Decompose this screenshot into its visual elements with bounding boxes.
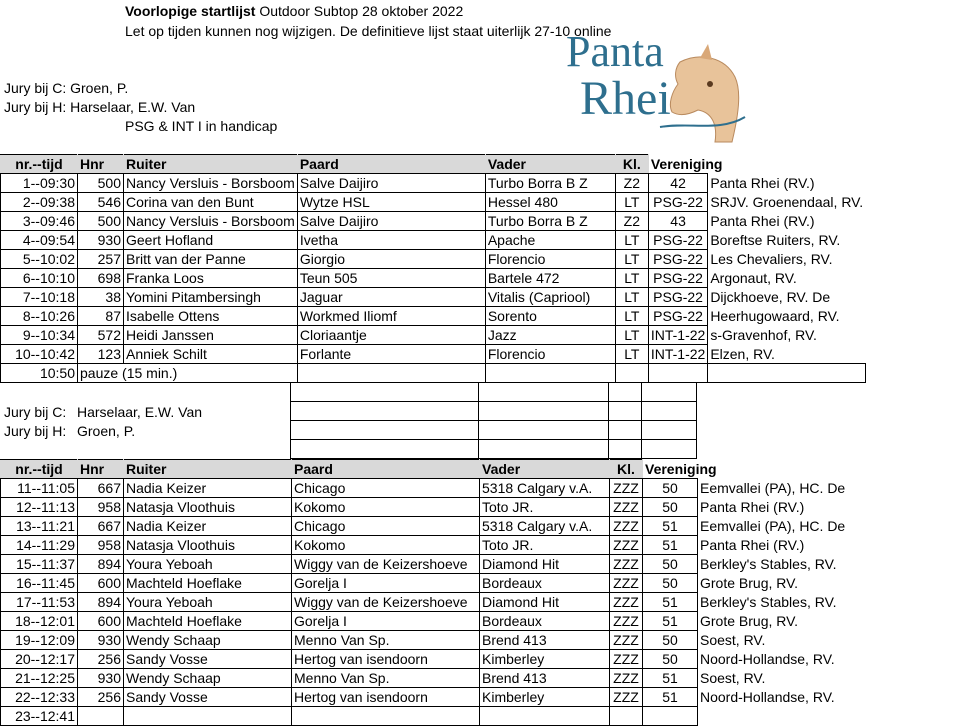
col-vereniging: Vereniging <box>648 155 865 174</box>
cell-ruiter: Franka Loos <box>124 269 298 288</box>
cell-nr-tijd: 11--11:05 <box>1 479 78 498</box>
cell-klasse: LT <box>615 250 648 269</box>
cell-paard <box>292 707 480 726</box>
cell-vader: Turbo Borra B Z <box>485 212 615 231</box>
cell-proef: PSG-22 <box>648 269 707 288</box>
table-row <box>1 307 866 326</box>
cell-proef: 51 <box>643 536 698 555</box>
cell-ruiter: Britt van der Panne <box>124 250 298 269</box>
table-row <box>1 555 848 574</box>
cell-vereniging: Panta Rhei (RV.) <box>708 212 865 231</box>
empty-cell <box>648 364 707 383</box>
cell-vader: Florencio <box>485 250 615 269</box>
cell-vader: Turbo Borra B Z <box>485 174 615 193</box>
cell-vader <box>480 707 610 726</box>
table-row <box>1 574 848 593</box>
cell-paard: Wytze HSL <box>297 193 485 212</box>
logo-line1: Panta <box>566 27 664 76</box>
cell-ruiter: Youra Yeboah <box>124 555 292 574</box>
cell-vereniging: Panta Rhei (RV.) <box>698 498 848 517</box>
cell-ruiter: Machteld Hoeflake <box>124 574 292 593</box>
cell-vereniging: Noord-Hollandse, RV. <box>698 650 848 669</box>
cell-ruiter: Nancy Versluis - Borsboom <box>124 174 298 193</box>
cell-vader: Bartele 472 <box>485 269 615 288</box>
empty-cell <box>291 440 479 459</box>
empty-cell <box>479 383 609 402</box>
table-row <box>1 231 866 250</box>
cell-ruiter: Natasja Vloothuis <box>124 498 292 517</box>
empty-cell <box>291 383 479 402</box>
cell-proef: 50 <box>643 574 698 593</box>
empty-cell <box>291 402 479 421</box>
cell-vader: Kimberley <box>480 650 610 669</box>
cell-proef: 42 <box>648 174 707 193</box>
cell-hnr: 958 <box>78 498 124 517</box>
cell-vader: 5318 Calgary v.A. <box>480 517 610 536</box>
empty-cell <box>615 364 648 383</box>
table-row <box>1 174 866 193</box>
table-row <box>1 612 848 631</box>
cell-proef: PSG-22 <box>648 231 707 250</box>
cell-ruiter: Sandy Vosse <box>124 650 292 669</box>
cell-nr-tijd: 17--11:53 <box>1 593 78 612</box>
table-row <box>1 517 848 536</box>
cell-hnr <box>78 707 124 726</box>
panta-rhei-logo <box>560 22 760 152</box>
cell-vereniging <box>698 707 848 726</box>
cell-ruiter: Nancy Versluis - Borsboom <box>124 212 298 231</box>
cell-klasse: ZZZ <box>610 650 643 669</box>
cell-klasse <box>610 707 643 726</box>
cell-vader: Kimberley <box>480 688 610 707</box>
cell-proef: 51 <box>643 517 698 536</box>
cell-paard: Salve Daijiro <box>297 212 485 231</box>
cell-nr-tijd: 1--09:30 <box>1 174 78 193</box>
cell-vader: Diamond Hit <box>480 593 610 612</box>
cell-hnr: 600 <box>78 574 124 593</box>
cell-paard: Menno Van Sp. <box>292 631 480 650</box>
cell-nr-tijd: 19--12:09 <box>1 631 78 650</box>
table-row <box>1 631 848 650</box>
table-row <box>1 193 866 212</box>
cell-vereniging: Berkley's Stables, RV. <box>698 555 848 574</box>
table-row <box>1 269 866 288</box>
cell-klasse: LT <box>615 307 648 326</box>
title-rest: Outdoor Subtop 28 oktober 2022 <box>255 3 464 19</box>
cell-vereniging: Grote Brug, RV. <box>698 574 848 593</box>
cell-proef: 50 <box>643 498 698 517</box>
table-row <box>1 536 848 555</box>
col-vader: Vader <box>480 460 610 479</box>
empty-cell <box>708 364 865 383</box>
cell-klasse: Z2 <box>615 174 648 193</box>
cell-hnr: 256 <box>78 688 124 707</box>
filler-grid <box>290 382 697 459</box>
cell-nr-tijd: 13--11:21 <box>1 517 78 536</box>
cell-nr-tijd: 22--12:33 <box>1 688 78 707</box>
cell-proef: 51 <box>643 612 698 631</box>
cell-nr-tijd: 12--11:13 <box>1 498 78 517</box>
jury2-c-name: Harselaar, E.W. Van <box>77 404 203 420</box>
empty-cell <box>609 383 642 402</box>
cell-ruiter: Heidi Janssen <box>124 326 298 345</box>
col-nr-tijd: nr.--tijd <box>1 460 78 479</box>
table-row <box>1 707 848 726</box>
cell-nr-tijd: 23--12:41 <box>1 707 78 726</box>
page-title <box>125 2 463 21</box>
cell-klasse: ZZZ <box>610 593 643 612</box>
cell-klasse: LT <box>615 326 648 345</box>
cell-proef: PSG-22 <box>648 250 707 269</box>
cell-proef: 50 <box>643 555 698 574</box>
empty-cell <box>485 364 615 383</box>
cell-nr-tijd: 4--09:54 <box>1 231 78 250</box>
cell-nr-tijd: 5--10:02 <box>1 250 78 269</box>
cell-paard: Kokomo <box>292 536 480 555</box>
table-row <box>1 593 848 612</box>
table-header-row <box>1 460 848 479</box>
col-vereniging: Vereniging <box>643 460 848 479</box>
notice-text: Let op tijden kunnen nog wijzigen. De definitieve lijst staat uiterlijk 27-10 online <box>125 23 612 39</box>
startlist-table-1 <box>0 154 866 383</box>
cell-vader: Jazz <box>485 326 615 345</box>
cell-hnr: 256 <box>78 650 124 669</box>
cell-klasse: ZZZ <box>610 479 643 498</box>
jury-h: Jury bij H: Harselaar, E.W. Van <box>4 99 196 115</box>
cell-proef: 51 <box>643 669 698 688</box>
cell-ruiter: Wendy Schaap <box>124 669 292 688</box>
col-paard: Paard <box>297 155 485 174</box>
cell-vereniging: Heerhugowaard, RV. <box>708 307 865 326</box>
table-row <box>1 288 866 307</box>
cell-proef: INT-1-22 <box>648 345 707 364</box>
cell-vereniging: Soest, RV. <box>698 669 848 688</box>
cell-paard: Giorgio <box>297 250 485 269</box>
empty-cell <box>479 402 609 421</box>
cell-nr-tijd: 14--11:29 <box>1 536 78 555</box>
cell-ruiter: Corina van den Bunt <box>124 193 298 212</box>
col-ruiter: Ruiter <box>124 155 298 174</box>
cell-proef: INT-1-22 <box>648 326 707 345</box>
empty-cell <box>609 421 642 440</box>
cell-nr-tijd: 16--11:45 <box>1 574 78 593</box>
cell-paard: Salve Daijiro <box>297 174 485 193</box>
cell-ruiter: Sandy Vosse <box>124 688 292 707</box>
empty-cell <box>642 383 697 402</box>
cell-vereniging: Eemvallei (PA), HC. De <box>698 479 848 498</box>
cell-vereniging: s-Gravenhof, RV. <box>708 326 865 345</box>
cell-nr-tijd: 6--10:10 <box>1 269 78 288</box>
cell-klasse: ZZZ <box>610 612 643 631</box>
cell-hnr: 123 <box>78 345 124 364</box>
jury2-h-name: Groen, P. <box>77 423 136 439</box>
cell-hnr: 500 <box>78 174 124 193</box>
col-kl: Kl. <box>615 155 648 174</box>
cell-hnr: 546 <box>78 193 124 212</box>
cell-vader: Bordeaux <box>480 612 610 631</box>
cell-vereniging: Panta Rhei (RV.) <box>708 174 865 193</box>
cell-vader: Brend 413 <box>480 669 610 688</box>
cell-klasse: ZZZ <box>610 498 643 517</box>
cell-vader: 5318 Calgary v.A. <box>480 479 610 498</box>
cell-proef: 51 <box>643 688 698 707</box>
col-paard: Paard <box>292 460 480 479</box>
cell-hnr: 930 <box>78 631 124 650</box>
cell-vader: Toto JR. <box>480 536 610 555</box>
cell-paard: Forlante <box>297 345 485 364</box>
cell-proef: PSG-22 <box>648 307 707 326</box>
cell-hnr: 930 <box>78 669 124 688</box>
empty-cell <box>479 421 609 440</box>
table-row <box>1 479 848 498</box>
col-ruiter: Ruiter <box>124 460 292 479</box>
cell-hnr: 600 <box>78 612 124 631</box>
cell-paard: Wiggy van de Keizershoeve <box>292 555 480 574</box>
cell-klasse: ZZZ <box>610 555 643 574</box>
cell-paard: Chicago <box>292 479 480 498</box>
cell-nr-tijd: 7--10:18 <box>1 288 78 307</box>
empty-cell <box>642 421 697 440</box>
cell-hnr: 958 <box>78 536 124 555</box>
table-row <box>1 345 866 364</box>
cell-hnr: 38 <box>78 288 124 307</box>
table-row <box>1 498 848 517</box>
cell-vader: Vitalis (Capriool) <box>485 288 615 307</box>
col-nr-tijd: nr.--tijd <box>1 155 78 174</box>
cell-hnr: 87 <box>78 307 124 326</box>
empty-cell <box>609 402 642 421</box>
cell-vader: Sorento <box>485 307 615 326</box>
table-row <box>1 650 848 669</box>
empty-cell <box>297 364 485 383</box>
cell-klasse: ZZZ <box>610 536 643 555</box>
cell-nr-tijd: 18--12:01 <box>1 612 78 631</box>
cell-proef: 43 <box>648 212 707 231</box>
cell-klasse: LT <box>615 345 648 364</box>
table-row <box>1 688 848 707</box>
cell-vereniging: Elzen, RV. <box>708 345 865 364</box>
cell-nr-tijd: 20--12:17 <box>1 650 78 669</box>
cell-ruiter <box>124 707 292 726</box>
cell-vereniging: Argonaut, RV. <box>708 269 865 288</box>
cell-klasse: ZZZ <box>610 688 643 707</box>
cell-ruiter: Nadia Keizer <box>124 479 292 498</box>
cell-nr-tijd: 2--09:38 <box>1 193 78 212</box>
table-row <box>1 669 848 688</box>
jury-c: Jury bij C: Groen, P. <box>4 80 129 96</box>
class-note: PSG & INT I in handicap <box>125 118 278 134</box>
col-hnr: Hnr <box>78 460 124 479</box>
cell-paard: Kokomo <box>292 498 480 517</box>
cell-paard: Ivetha <box>297 231 485 250</box>
cell-klasse: ZZZ <box>610 517 643 536</box>
cell-ruiter: Natasja Vloothuis <box>124 536 292 555</box>
table-2-body <box>1 479 848 726</box>
table-row <box>1 326 866 345</box>
cell-proef: PSG-22 <box>648 193 707 212</box>
cell-vader: Toto JR. <box>480 498 610 517</box>
cell-proef: PSG-22 <box>648 288 707 307</box>
cell-vereniging: Les Chevaliers, RV. <box>708 250 865 269</box>
cell-proef: 50 <box>643 479 698 498</box>
cell-paard: Gorelja I <box>292 574 480 593</box>
cell-vereniging: SRJV. Groenendaal, RV. <box>708 193 865 212</box>
cell-hnr: 930 <box>78 231 124 250</box>
pause-row <box>1 364 866 383</box>
cell-nr-tijd: 10--10:42 <box>1 345 78 364</box>
pause-label: pauze (15 min.) <box>78 364 298 383</box>
cell-nr-tijd: 9--10:34 <box>1 326 78 345</box>
cell-ruiter: Geert Hofland <box>124 231 298 250</box>
cell-vereniging: Eemvallei (PA), HC. De <box>698 517 848 536</box>
cell-hnr: 572 <box>78 326 124 345</box>
jury2-c-label: Jury bij C: <box>4 404 67 420</box>
cell-nr-tijd: 3--09:46 <box>1 212 78 231</box>
pause-time: 10:50 <box>1 364 78 383</box>
cell-vereniging: Noord-Hollandse, RV. <box>698 688 848 707</box>
cell-klasse: ZZZ <box>610 631 643 650</box>
cell-ruiter: Wendy Schaap <box>124 631 292 650</box>
cell-vader: Diamond Hit <box>480 555 610 574</box>
cell-ruiter: Nadia Keizer <box>124 517 292 536</box>
cell-klasse: LT <box>615 231 648 250</box>
cell-vereniging: Panta Rhei (RV.) <box>698 536 848 555</box>
jury2-h-label: Jury bij H: <box>4 423 67 439</box>
cell-hnr: 667 <box>78 517 124 536</box>
col-vader: Vader <box>485 155 615 174</box>
cell-vereniging: Boreftse Ruiters, RV. <box>708 231 865 250</box>
cell-paard: Teun 505 <box>297 269 485 288</box>
cell-vader: Florencio <box>485 345 615 364</box>
cell-vader: Bordeaux <box>480 574 610 593</box>
cell-klasse: LT <box>615 288 648 307</box>
cell-paard: Workmed Iliomf <box>297 307 485 326</box>
cell-nr-tijd: 15--11:37 <box>1 555 78 574</box>
cell-ruiter: Anniek Schilt <box>124 345 298 364</box>
empty-cell <box>642 402 697 421</box>
col-hnr: Hnr <box>78 155 124 174</box>
empty-cell <box>479 440 609 459</box>
cell-klasse: LT <box>615 193 648 212</box>
table-1-body <box>1 174 866 364</box>
cell-ruiter: Youra Yeboah <box>124 593 292 612</box>
empty-cell <box>642 440 697 459</box>
logo-line2: Rhei <box>580 72 671 125</box>
empty-cell <box>609 440 642 459</box>
cell-proef: 51 <box>643 593 698 612</box>
cell-klasse: Z2 <box>615 212 648 231</box>
empty-cell <box>291 421 479 440</box>
cell-vereniging: Dijckhoeve, RV. De <box>708 288 865 307</box>
cell-paard: Menno Van Sp. <box>292 669 480 688</box>
cell-paard: Jaguar <box>297 288 485 307</box>
cell-vereniging: Soest, RV. <box>698 631 848 650</box>
cell-proef <box>643 707 698 726</box>
cell-paard: Chicago <box>292 517 480 536</box>
cell-vereniging: Berkley's Stables, RV. <box>698 593 848 612</box>
cell-paard: Hertog van isendoorn <box>292 688 480 707</box>
cell-paard: Cloriaantje <box>297 326 485 345</box>
cell-hnr: 894 <box>78 555 124 574</box>
cell-hnr: 500 <box>78 212 124 231</box>
cell-ruiter: Machteld Hoeflake <box>124 612 292 631</box>
cell-klasse: ZZZ <box>610 574 643 593</box>
cell-vader: Hessel 480 <box>485 193 615 212</box>
cell-hnr: 257 <box>78 250 124 269</box>
col-kl: Kl. <box>610 460 643 479</box>
cell-proef: 50 <box>643 631 698 650</box>
cell-paard: Hertog van isendoorn <box>292 650 480 669</box>
horse-icon <box>560 22 760 152</box>
cell-paard: Gorelja I <box>292 612 480 631</box>
table-row <box>1 250 866 269</box>
cell-hnr: 894 <box>78 593 124 612</box>
cell-klasse: ZZZ <box>610 669 643 688</box>
cell-nr-tijd: 8--10:26 <box>1 307 78 326</box>
cell-vader: Apache <box>485 231 615 250</box>
cell-ruiter: Isabelle Ottens <box>124 307 298 326</box>
table-header-row <box>1 155 866 174</box>
cell-nr-tijd: 21--12:25 <box>1 669 78 688</box>
cell-ruiter: Yomini Pitambersingh <box>124 288 298 307</box>
cell-proef: 50 <box>643 650 698 669</box>
cell-vader: Brend 413 <box>480 631 610 650</box>
cell-klasse: LT <box>615 269 648 288</box>
cell-vereniging: Grote Brug, RV. <box>698 612 848 631</box>
table-row <box>1 212 866 231</box>
title-bold: Voorlopige startlijst <box>125 3 256 19</box>
cell-paard: Wiggy van de Keizershoeve <box>292 593 480 612</box>
startlist-table-2 <box>0 459 847 726</box>
cell-hnr: 698 <box>78 269 124 288</box>
cell-hnr: 667 <box>78 479 124 498</box>
